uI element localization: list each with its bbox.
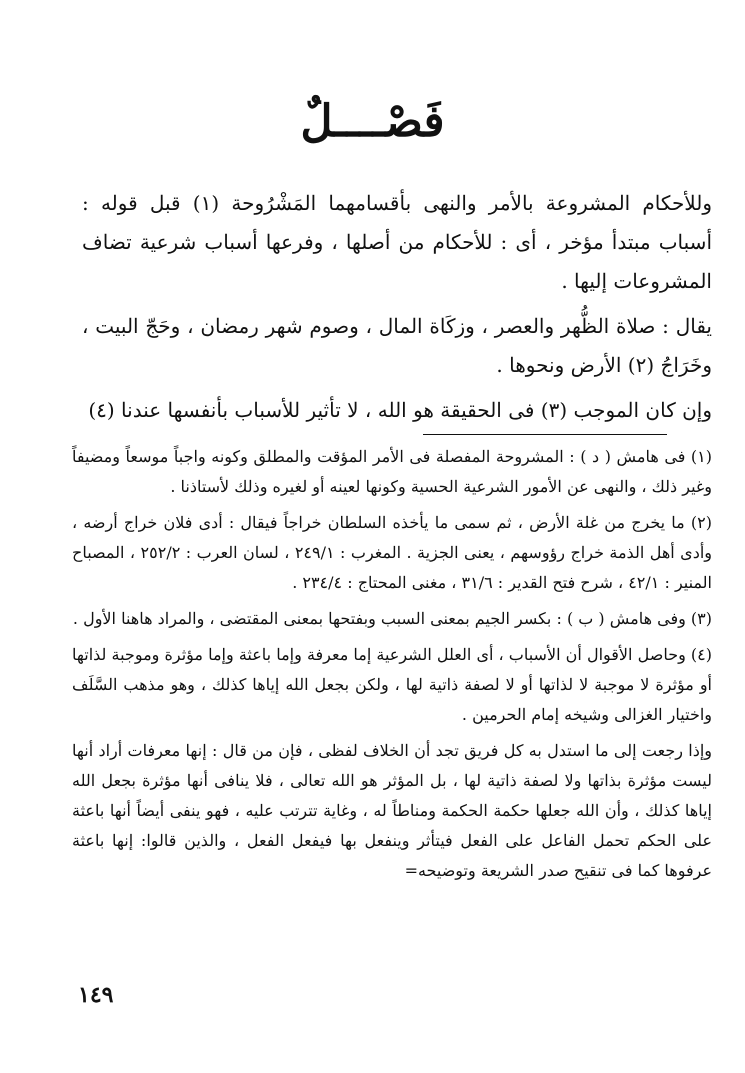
main-paragraph-1: وللأحكام المشروعة بالأمر والنهى بأقسامهما المَشْرُوحة (١) قبل قوله : أسباب مبتدأ مؤخر ، أى : للأحكام من أصلها ، وفرعها أسباب شرعية تضاف المشروعات إليها .	[82, 191, 712, 293]
footnote-separator	[423, 434, 667, 435]
main-text	[82, 184, 712, 436]
footnote-2: (٢) ما يخرج من غلة الأرض ، ثم سمى ما يأخذه السلطان خراجاً فيقال : أدى فلان خراج أرضه ، وأدى أهل الذمة خراج رؤوسهم ، يعنى الجزية . المغرب : ٢٤٩/١ ، لسان العرب : ٢٥٢/٢ ، المصباح المنير : ٤٢/١ ، شرح فتح القدير : ٣١/٦ ، مغنى المحتاج : ٢٣٤/٤ .	[72, 513, 713, 592]
footnote-4: (٤) وحاصل الأقوال أن الأسباب ، أى العلل الشرعية إما معرفة وإما باعثة وإما مؤثرة وموجبة لذاتها أو مؤثرة لا موجبة لا لذاتها أو لا لصفة ذاتية لها ، ولكن بجعل الله إياها كذلك ، وهو مذهب السَّلَف واختيار الغزالى وشيخه إمام الحرمين .	[72, 645, 712, 724]
main-paragraph-2: يقال : صلاة الظُّهر والعصر ، وزكَاة المال ، وصوم شهر رمضان ، وحَجّ البيت ، وخَرَاجُ (٢) الأرض ونحوها .	[82, 314, 712, 377]
main-paragraph-3: وإن كان الموجب (٣) فى الحقيقة هو الله ، لا تأثير للأسباب بأنفسها عندنا (٤)	[88, 398, 712, 422]
footnote-1: (١) فى هامش ( د ) : المشروحة المفصلة فى الأمر المؤقت والمطلق وكونه واجباً موسعاً ومضيفاً وغير ذلك ، والنهى عن الأمور الشرعية الحسية وكونها لعينه أو لغيره وذلك لأستاذنا .	[72, 447, 712, 496]
page-number: ١٤٩	[78, 982, 114, 1008]
footnote-4-continued: وإذا رجعت إلى ما استدل به كل فريق تجد أن الخلاف لفظى ، فإن من قال : إنها معرفات أراد أنها ليست مؤثرة بذاتها ولا لصفة ذاتية لها ، بل المؤثر هو الله تعالى ، فلا ينافى أنها مؤثرة بجعل الله إياها كذلك ، وأن الله جعلها حكمة الحكمة ومناطاً له ، وغاية تترتب عليه ، فهو ينفى أيضاً أنها باعثة على الحكم تحمل الفاعل على الفعل فيتأثر وينفعل بها فيفعل الفعل ، والذين قالوا: إنها باعثة عرفوها كما فى تنقيح صدر الشريعة وتوضيحه=	[72, 741, 712, 880]
footnotes	[72, 442, 712, 892]
footnote-3: (٣) وفى هامش ( ب ) : بكسر الجيم بمعنى السبب وبفتحها بمعنى المقتضى ، والمراد هاهنا الأول .	[72, 609, 712, 628]
chapter-title: فَصْــــلٌ	[300, 96, 445, 147]
